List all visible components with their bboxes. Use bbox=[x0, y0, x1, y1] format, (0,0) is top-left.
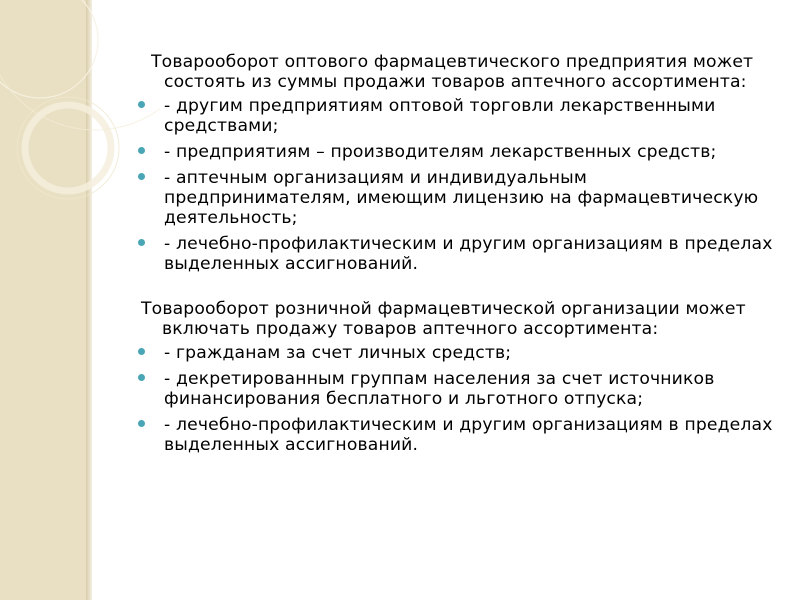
bullet-icon bbox=[138, 239, 145, 246]
wholesale-list bbox=[137, 96, 777, 274]
bullet-icon bbox=[138, 420, 145, 427]
bullet-icon bbox=[138, 101, 145, 108]
list-item: - другим предприятиям оптовой торговли лекарственными средствами; bbox=[137, 96, 777, 136]
list-item: - лечебно-профилактическим и другим организациям в пределах выделенных ассигнований. bbox=[137, 234, 777, 274]
bullet-icon bbox=[138, 173, 145, 180]
retail-list bbox=[137, 343, 777, 455]
list-item: - гражданам за счет личных средств; bbox=[137, 343, 777, 363]
list-item: - аптечным организациям и индивидуальным предпринимателям, имеющим лицензию на фармацевтическую деятельность; bbox=[137, 168, 777, 228]
bullet-icon bbox=[138, 374, 145, 381]
bullet-icon bbox=[138, 348, 145, 355]
list-item: - лечебно-профилактическим и другим организациям в пределах выделенных ассигнований. bbox=[137, 415, 777, 455]
wholesale-intro: Товарооборот оптового фармацевтического предприятия может состоять из суммы продажи товаров аптечного ассортимента: bbox=[151, 52, 754, 92]
retail-intro: Товарооборот розничной фармацевтической организации может включать продажу товаров аптечного ассортимента: bbox=[141, 299, 746, 339]
list-item: - декретированным группам населения за счет источников финансирования бесплатного и льготного отпуска; bbox=[137, 369, 777, 409]
list-item: - предприятиям – производителям лекарственных средств; bbox=[137, 142, 777, 162]
decorative-circles-icon bbox=[0, 0, 160, 260]
slide-content bbox=[137, 52, 777, 461]
bullet-icon bbox=[138, 147, 145, 154]
